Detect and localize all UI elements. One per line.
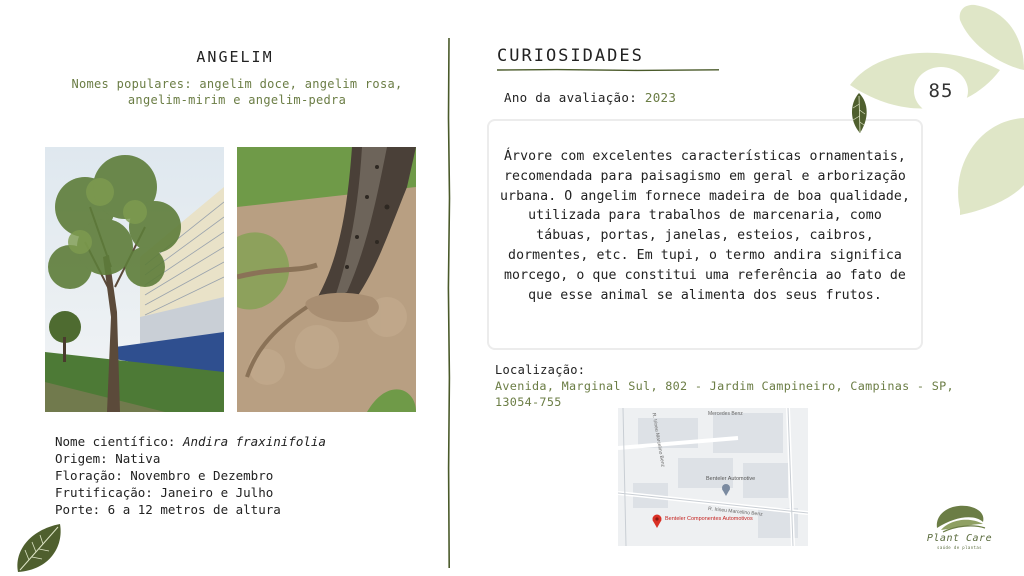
curiosity-text: Árvore com excelentes características ornamentais, recomendada para paisagismo em geral e arborização urbana. O angelim fornece madeira de boa qualidade, utilizada para trabalhos de marcenaria, como tábuas, portas, janelas, esteios, caibros, dormentes, etc. Em tupi, o termo andira significa morcego, o que constitui uma referência ao fato de que esse animal se alimenta dos seus frutos.: [499, 149, 911, 303]
evaluation-year-label: Ano da avaliação:: [504, 90, 645, 105]
map-street-label-2: Mercedes Benz: [708, 411, 743, 417]
column-divider: [446, 38, 452, 568]
map-place-label-1: Benteler Automotive: [706, 476, 756, 482]
flowering-row: Floração: Novembro e Dezembro: [55, 468, 274, 483]
location-address: Avenida, Marginal Sul, 802 - Jardim Campineiro, Campinas - SP, 13054-755: [495, 379, 954, 409]
popular-names: Nomes populares: angelim doce, angelim rosa, angelim-mirim e angelim-pedra: [71, 77, 403, 107]
origin-row: Origem: Nativa: [55, 451, 161, 466]
scientific-name-label: Nome científico:: [55, 434, 183, 449]
plant-title: ANGELIM: [196, 48, 274, 66]
fruiting-row: Frutificação: Janeiro e Julho: [55, 485, 274, 500]
location-map[interactable]: [618, 408, 808, 546]
leaf-icon: [14, 522, 66, 574]
section-title: CURIOSIDADES: [497, 46, 644, 66]
map-street-label-3: R. Irineu Marcelino Benz: [707, 506, 763, 518]
scientific-name-value: Andira fraxinifolia: [182, 434, 326, 449]
size-row: Porte: 6 a 12 metros de altura: [55, 502, 281, 517]
scientific-name-row: [55, 433, 415, 450]
evaluation-year: [504, 90, 676, 105]
brand-name: Plant Care: [926, 533, 993, 544]
location-label: Localização:: [495, 363, 586, 377]
trunk-photo: [237, 147, 416, 412]
tree-photo: [45, 147, 224, 412]
plant-facts: [55, 433, 415, 518]
leaf-icon: [848, 92, 870, 134]
map-street-label-1: R. Irineu Marcelino Benz: [650, 412, 666, 468]
evaluation-year-value: 2023: [644, 90, 677, 105]
map-place-label-2: Benteler Componentes Automotivos: [665, 516, 753, 522]
page-number-badge: 85: [914, 67, 968, 115]
brand-tagline: saúde de plantas: [937, 545, 982, 550]
title-underline: [497, 68, 719, 72]
